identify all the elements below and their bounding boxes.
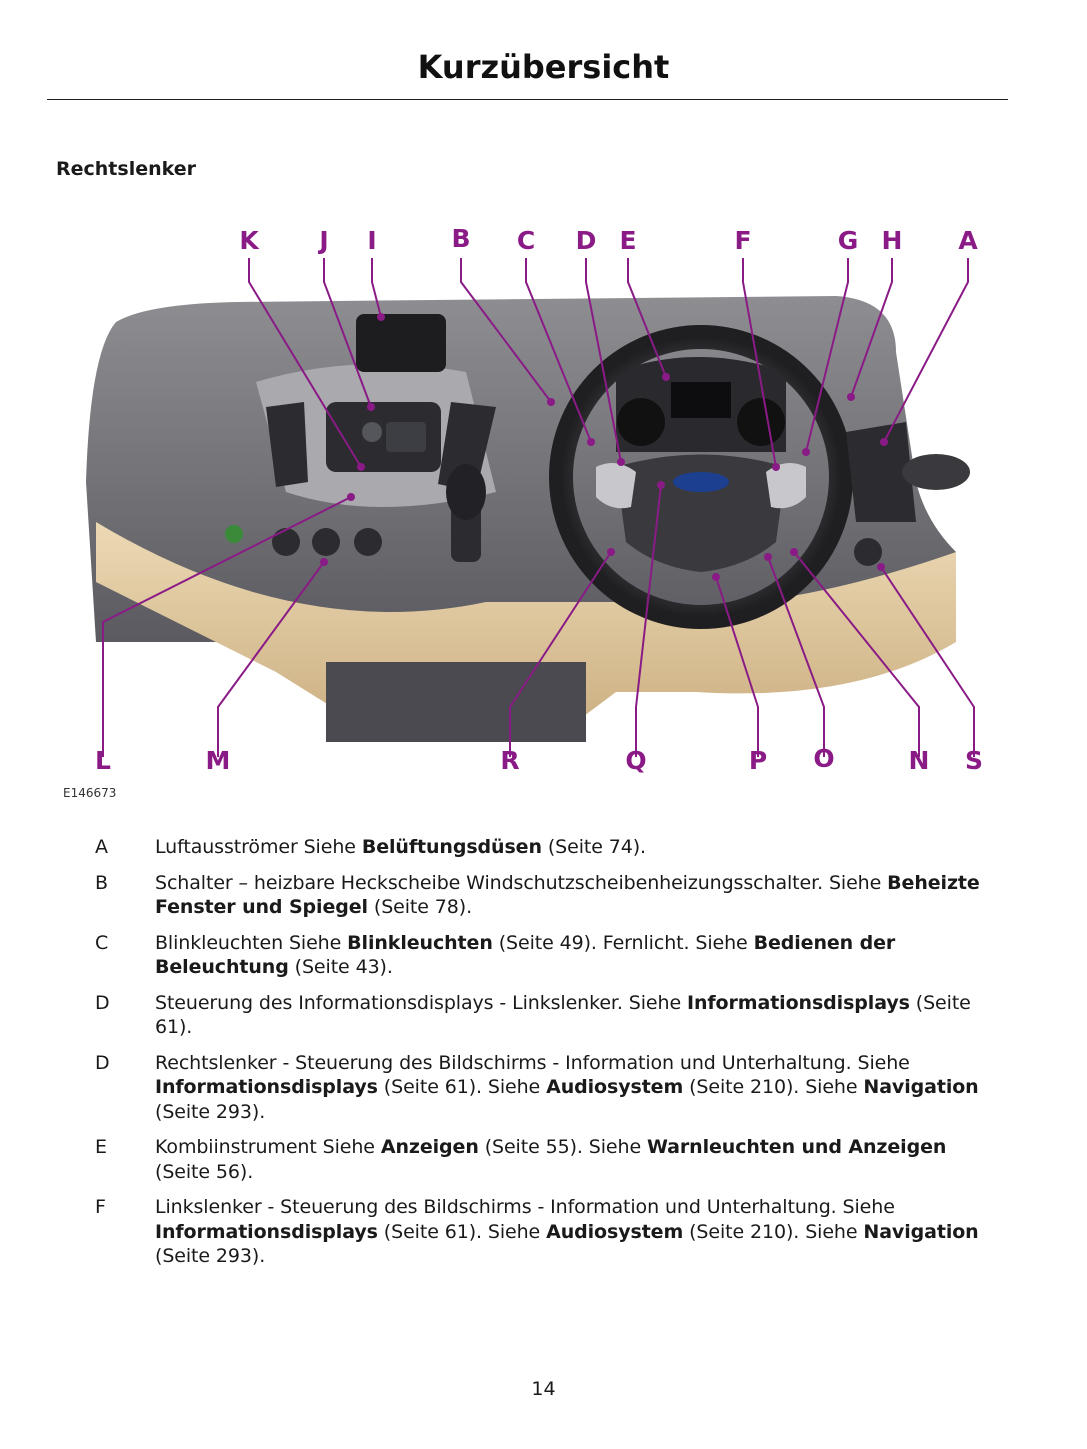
cross-reference-link[interactable]: Belüftungsdüsen — [361, 836, 542, 858]
description-text: Kombiinstrument Siehe — [155, 1136, 381, 1158]
callout-label-s: S — [964, 746, 984, 775]
description-text: Blinkleuchten Siehe — [155, 931, 348, 954]
legend-item — [95, 931, 1005, 980]
climate-knob-left — [272, 528, 300, 556]
description-text: (Seite 61). Siehe — [377, 1220, 547, 1243]
page-title: Kurzübersicht — [417, 48, 670, 86]
description-text: (Seite 293). — [155, 1100, 266, 1123]
description-text: Luftausströmer Siehe — [155, 836, 362, 858]
title-divider — [47, 99, 1008, 100]
description-text: (Seite 61). — [155, 991, 971, 1038]
callout-label-h: H — [881, 226, 903, 255]
description-text: (Seite 210). Siehe — [683, 1220, 864, 1243]
legend-list — [95, 835, 1005, 1280]
cross-reference-link[interactable]: Blinkleuchten — [347, 931, 493, 954]
callout-label-g: G — [837, 226, 859, 255]
center-display — [356, 314, 446, 372]
callout-label-b: B — [451, 224, 471, 253]
callout-label-n: N — [908, 746, 930, 775]
callout-label-k: K — [239, 226, 259, 255]
legend-description — [155, 1051, 1005, 1125]
legend-letter: F — [95, 1196, 106, 1218]
wheel-spoke-left — [596, 463, 636, 508]
callout-label-q: Q — [625, 746, 647, 775]
callout-label-a: A — [958, 226, 978, 255]
callout-label-r: R — [500, 746, 520, 775]
gear-knob — [446, 464, 486, 520]
legend-item — [95, 871, 1005, 920]
legend-letter: A — [95, 836, 108, 858]
description-text: Rechtslenker - Steuerung des Bildschirms - Information und Unterhaltung. Siehe — [155, 1051, 910, 1074]
power-button — [225, 525, 243, 543]
cross-reference-link[interactable]: Bedienen der Beleuchtung — [155, 931, 896, 978]
legend-description — [155, 991, 1005, 1040]
description-text: (Seite 56). — [155, 1160, 254, 1183]
page-number: 14 — [531, 1378, 556, 1400]
cross-reference-link[interactable]: Navigation — [863, 1220, 979, 1243]
cross-reference-link[interactable]: Audiosystem — [546, 1220, 684, 1243]
legend-letter: E — [95, 1136, 108, 1158]
legend-item — [95, 1195, 1005, 1269]
legend-letter: D — [95, 991, 110, 1014]
description-text: (Seite 78). — [367, 896, 473, 918]
legend-description — [155, 931, 1005, 980]
legend-description — [155, 1135, 1005, 1184]
cross-reference-link[interactable]: Navigation — [863, 1076, 979, 1098]
keypad — [386, 422, 426, 452]
description-text: (Seite 49). Fernlicht. Siehe — [492, 931, 754, 954]
callout-label-d: D — [575, 226, 597, 255]
tachometer — [617, 398, 665, 446]
cross-reference-link[interactable]: Informationsdisplays — [686, 991, 910, 1014]
description-text: Linkslenker - Steuerung des Bildschirms - Information und Unterhaltung. Siehe — [155, 1196, 895, 1218]
legend-letter: D — [95, 1051, 110, 1074]
climate-knob-right — [354, 528, 382, 556]
legend-letter: B — [95, 871, 109, 894]
callout-label-j: J — [319, 226, 329, 255]
power-socket — [854, 538, 882, 566]
cross-reference-link[interactable]: Audiosystem — [546, 1076, 684, 1098]
callout-label-i: I — [367, 226, 377, 255]
cupholder — [902, 454, 970, 490]
dashboard-figure — [56, 222, 1016, 782]
center-floor — [326, 662, 586, 742]
climate-knob-mid — [312, 528, 340, 556]
legend-item — [95, 1135, 1005, 1184]
description-text: (Seite 293). — [155, 1245, 266, 1267]
description-text: (Seite 61). Siehe — [377, 1076, 547, 1098]
callout-label-p: P — [748, 746, 768, 775]
audio-knob — [362, 422, 382, 442]
cross-reference-link[interactable]: Informationsdisplays — [155, 1220, 378, 1243]
legend-item — [95, 1051, 1005, 1125]
callout-label-l: L — [95, 746, 111, 775]
ford-logo — [673, 472, 729, 492]
section-heading: Rechtslenker — [56, 158, 197, 180]
cross-reference-link[interactable]: Warnleuchten und Anzeigen — [646, 1136, 947, 1158]
wheel-spoke-right — [766, 463, 806, 508]
legend-description — [155, 871, 1005, 920]
legend-description — [155, 1195, 1005, 1269]
description-text: Steuerung des Informationsdisplays - Linkslenker. Siehe — [155, 991, 687, 1014]
callout-label-e: E — [619, 226, 637, 255]
description-text: (Seite 55). Siehe — [478, 1136, 647, 1158]
description-text: (Seite 43). — [288, 956, 393, 978]
cluster-display — [671, 382, 731, 418]
legend-item — [95, 991, 1005, 1040]
legend-item — [95, 835, 1005, 860]
callout-label-o: O — [813, 744, 835, 773]
cross-reference-link[interactable]: Anzeigen — [380, 1136, 479, 1158]
description-text: Schalter – heizbare Heckscheibe Windschutzscheibenheizungsschalter. Siehe — [155, 871, 888, 894]
cross-reference-link[interactable]: Informationsdisplays — [155, 1076, 378, 1098]
callout-label-m: M — [205, 746, 231, 775]
callout-label-f: F — [734, 226, 752, 255]
cross-reference-link[interactable]: Beheizte Fenster und Spiegel — [155, 871, 980, 918]
legend-letter: C — [95, 931, 109, 954]
description-text: (Seite 74). — [541, 836, 646, 858]
legend-description — [155, 835, 646, 860]
figure-id: E146673 — [63, 786, 117, 800]
speedometer — [737, 398, 785, 446]
callout-label-c: C — [516, 226, 536, 255]
dashboard-illustration — [56, 222, 1016, 782]
description-text: (Seite 210). Siehe — [683, 1076, 864, 1098]
